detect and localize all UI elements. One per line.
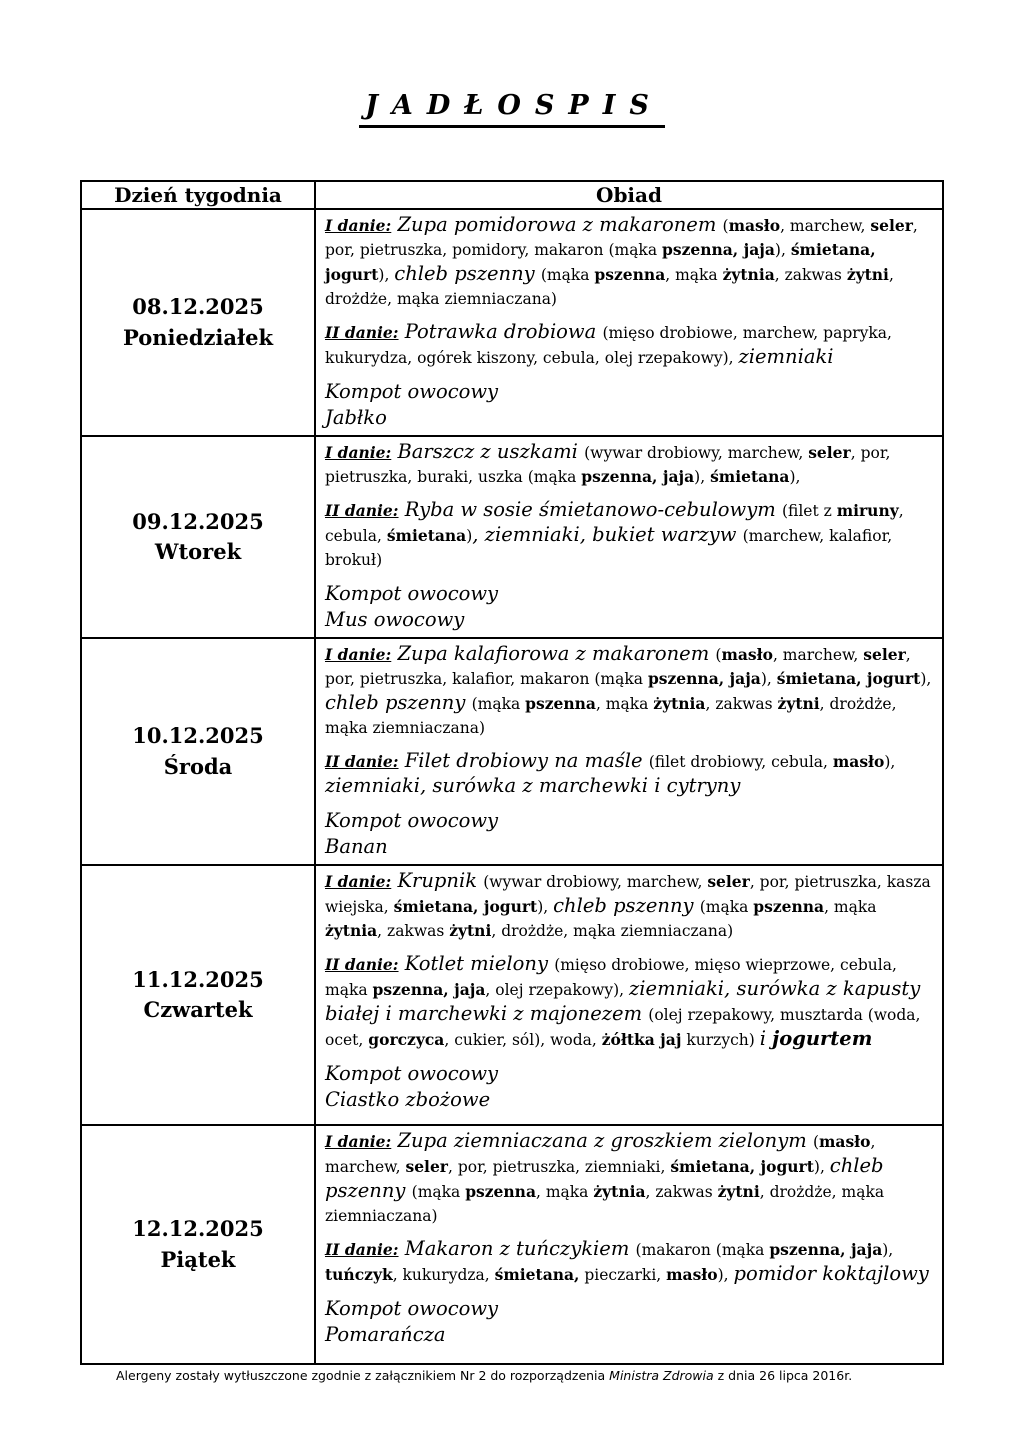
menu-cell-monday [315,209,943,436]
text-run: chleb pszenny [325,1154,884,1202]
text-run: masło [728,216,781,235]
text-run: Banan [325,835,388,858]
text-run: pomidor koktajlowy [733,1262,929,1285]
text-run: Krupnik [391,869,484,892]
text-run: Kompot owocowy [325,1297,499,1320]
text-run: seler [863,645,906,664]
text-run: , mąka [595,695,654,713]
header-dinner-column: Obiad [315,181,943,209]
text-run: Kompot owocowy [325,582,499,605]
text-run: z dnia 26 lipca 2016r. [713,1368,853,1383]
text-run: ), [882,1241,894,1259]
second-course [325,749,934,799]
text-run: ), [884,753,896,771]
text-run: śmietana, jogurt [393,897,538,916]
menu-cell-wednesday [315,638,943,865]
text-run: (mąka [540,266,595,284]
text-run: , mąka [665,266,723,284]
text-run: żółtka jaj [601,1030,682,1049]
text-run: pieczarki, [579,1266,667,1284]
dessert-line [325,1087,934,1113]
text-run: , drożdże, mąka ziemniaczana) [325,1183,885,1225]
text-run: , ziemniaki, bukiet warzyw [472,523,743,546]
text-run: , mąka [824,898,877,916]
dessert-line [325,405,934,431]
text-run: (makaron (mąka [635,1241,770,1259]
date-label: 12.12.2025 [132,1216,264,1242]
text-run: jogurtem [772,1027,873,1050]
header-day-column: Dzień tygodnia [81,181,315,209]
text-run: ) [466,527,473,545]
text-run: seler [870,216,913,235]
drink-line [325,581,934,607]
text-run: , marchew, [325,1133,876,1176]
text-run: II danie: [325,323,399,342]
menu-row-tuesday [81,436,943,638]
drink-line [325,1061,934,1087]
text-run: Jabłko [325,406,387,429]
text-run: , zakwas [645,1183,718,1201]
drink-line [325,808,934,834]
text-run: Mus owocowy [325,608,465,631]
text-run: , zakwas [377,922,450,940]
day-name-label: Środa [163,753,233,779]
text-run: Kompot owocowy [325,809,499,832]
date-label: 10.12.2025 [132,723,264,749]
text-run: pszenna, jaja [581,467,695,486]
second-course [325,498,934,572]
text-run: ziemniaki, surówka z kapusty białej i marchewki z majonezem [325,977,921,1025]
text-run: , mąka [536,1183,594,1201]
text-run: pszenna, jaja [662,240,775,259]
page-title [0,84,1024,128]
text-run: żytnia [325,921,378,940]
text-run: (mąka [471,695,526,713]
text-run: ), [813,1158,830,1176]
text-run: Ciastko zbożowe [325,1088,491,1111]
text-run: pszenna [465,1182,536,1201]
first-course [325,213,934,311]
text-run: seler [707,872,750,891]
text-run: ), [774,241,791,259]
text-run: , marchew, [780,217,871,235]
second-course [325,952,934,1052]
text-run: , drożdże, mąka ziemniaczana) [325,695,897,737]
text-run: , kukurydza, [392,1266,495,1284]
first-course [325,440,934,489]
text-run: Filet drobiowy na maśle [398,749,649,772]
text-run: i [759,1027,773,1050]
menu-row-monday [81,209,943,436]
text-run: Kompot owocowy [325,1062,499,1085]
text-run: żytnia [593,1182,646,1201]
second-course [325,320,934,370]
text-run: ), [717,1266,734,1284]
text-run: gorczyca [368,1030,445,1049]
dessert-line [325,1322,934,1348]
text-run: chleb pszenny [553,894,700,917]
text-run: pszenna, jaja [769,1240,883,1259]
text-run: Potrawka drobiowa [398,320,603,343]
text-run: masło [832,752,885,771]
drink-line [325,379,934,405]
text-run: Ryba w sosie śmietanowo-cebulowym [398,498,782,521]
text-run: II danie: [325,955,399,974]
day-name-label: Wtorek [154,539,242,564]
drink-line [325,1296,934,1322]
text-run: żytnia [722,265,775,284]
text-run: żytni [777,694,820,713]
text-run: Alergeny zostały wytłuszczone zgodnie z załącznikiem Nr 2 do rozporządzenia [116,1368,610,1383]
menu-row-thursday [81,865,943,1125]
text-run: żytni [449,921,492,940]
menu-cell-friday [315,1125,943,1364]
day-name-label: Czwartek [143,997,253,1022]
day-cell-monday [81,209,315,436]
text-run: , por, pietruszka, pomidory, makaron (mąka [325,217,918,259]
date-label: 09.12.2025 [132,508,264,534]
text-run: , zakwas [705,695,778,713]
text-run: I danie: [325,443,392,462]
text-run: masło [666,1265,718,1284]
menu-table [80,180,944,1365]
text-run: , por, pietruszka, kalafior, makaron (mąka [325,646,911,688]
text-run: (olej rzepakowy, musztarda (woda, ocet, [325,1006,921,1049]
first-course [325,1129,934,1228]
text-run: , marchew, [772,646,864,664]
text-run: pszenna [525,694,596,713]
menu-row-friday [81,1125,943,1364]
text-run: śmietana [386,526,467,545]
text-run: pszenna [594,265,666,284]
text-run: , cukier, sól), woda, [444,1031,602,1049]
text-run: pszenna, jaja [647,669,761,688]
day-name-label: Piątek [160,1246,236,1272]
text-run: Ministra Zdrowia [609,1368,714,1383]
text-run: ziemniaki [738,345,834,368]
text-run: śmietana [710,467,790,486]
day-cell-wednesday [81,638,315,865]
text-run: , por, pietruszka, buraki, uszka (mąka [325,444,891,486]
text-run: miruny [836,501,899,520]
menu-row-wednesday [81,638,943,865]
text-run: (mąka [699,898,754,916]
menu-cell-thursday [315,865,943,1125]
day-cell-thursday [81,865,315,1125]
text-run: pszenna [753,897,825,916]
text-run: , drożdże, mąka ziemniaczana) [491,922,734,940]
second-course [325,1237,934,1287]
text-run: I danie: [325,1132,392,1151]
text-run: seler [405,1157,448,1176]
text-run: żytnia [653,694,706,713]
text-run: Barszcz z uszkami [391,440,585,463]
text-run: II danie: [325,1240,399,1259]
header-row [81,181,943,209]
text-run: I danie: [325,645,392,664]
text-run: chleb pszenny [325,691,472,714]
dessert-line [325,834,934,860]
text-run: pszenna, jaja [372,980,486,999]
text-run: ( [812,1133,819,1151]
text-run: Kotlet mielony [398,952,555,975]
text-run: ( [722,217,729,235]
date-label: 11.12.2025 [132,966,264,992]
text-run: Pomarańcza [325,1323,446,1346]
text-run: (mięso drobiowe, mięso wieprzowe, cebula, mąka [325,956,897,999]
text-run: śmietana, jogurt [325,240,876,284]
text-run: Zupa ziemniaczana z groszkiem zielonym [391,1129,813,1152]
text-run: Zupa kalafiorowa z makaronem [391,642,716,665]
text-run: śmietana, [494,1265,580,1284]
allergen-note [116,1368,852,1384]
page-title-text: JADŁOSPIS [359,90,665,128]
text-run: śmietana, jogurt [670,1157,814,1176]
text-run: ), [760,670,777,688]
text-run: II danie: [325,752,399,771]
text-run: , cebula, [325,502,904,545]
text-run: chleb pszenny [394,262,541,285]
text-run: Zupa pomidorowa z makaronem [391,213,723,236]
text-run: ( [715,646,722,664]
text-run: (wywar drobiowy, marchew, [483,873,708,891]
text-run: śmietana, jogurt [776,669,921,688]
text-run: seler [808,443,851,462]
text-run: żytni [717,1182,760,1201]
text-run: , olej rzepakowy), [485,981,630,999]
text-run: żytni [846,265,889,284]
text-run: ), [920,670,932,688]
text-run: (filet drobiowy, cebula, [648,753,833,771]
text-run: ), [537,898,554,916]
day-cell-friday [81,1125,315,1364]
date-label: 08.12.2025 [132,294,264,320]
text-run: (marchew, kalafior, brokuł) [325,527,893,569]
text-run: (filet z [781,502,837,520]
text-run: Makaron z tuńczykiem [398,1237,636,1260]
text-run: , drożdże, mąka ziemniaczana) [325,266,894,308]
text-run: , zakwas [774,266,847,284]
text-run: (mąka [411,1183,466,1201]
text-run: , por, pietruszka, kasza wiejska, [325,873,931,916]
text-run: I danie: [325,216,392,235]
text-run: kurzych) [681,1031,760,1049]
menu-cell-tuesday [315,436,943,638]
text-run: ), [378,266,395,284]
text-run: masło [721,645,773,664]
first-course [325,642,934,740]
text-run: (mięso drobiowe, marchew, papryka, kukurydza, ogórek kiszony, cebula, olej rzepakowy), [325,324,892,367]
text-run: , por, pietruszka, ziemniaki, [447,1158,671,1176]
text-run: (wywar drobiowy, marchew, [584,444,809,462]
text-run: ), [694,468,711,486]
text-run: I danie: [325,872,392,891]
text-run: tuńczyk [325,1265,393,1284]
text-run: ), [789,468,801,486]
text-run: masło [819,1132,871,1151]
text-run: II danie: [325,501,399,520]
day-name-label: Poniedziałek [122,324,274,350]
text-run: ziemniaki, surówka z marchewki i cytryny [325,774,741,797]
dessert-line [325,607,934,633]
day-cell-tuesday [81,436,315,638]
first-course [325,869,934,943]
text-run: Kompot owocowy [325,380,499,403]
